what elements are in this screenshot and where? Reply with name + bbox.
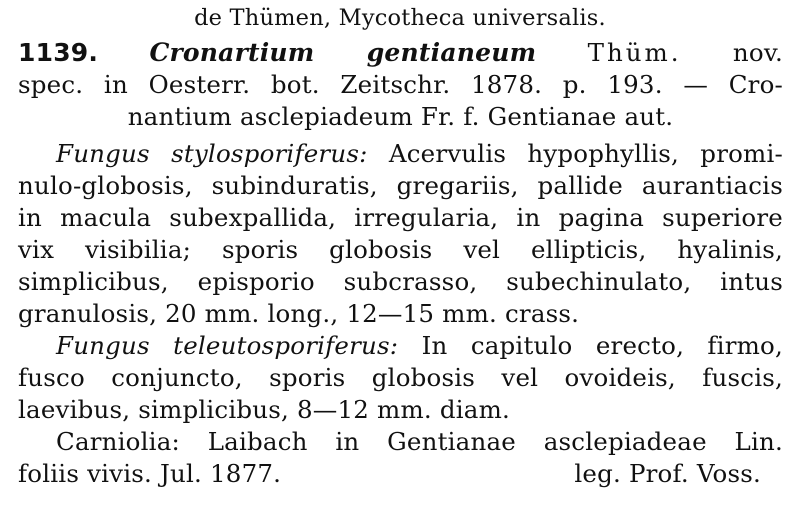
- teleutosporiferus-first-text: In capitulo erecto, firmo,: [421, 331, 783, 360]
- entry-title-rest: nov.: [732, 38, 783, 67]
- teleutosporiferus-first-line: [56, 331, 783, 361]
- teleutosporiferus-line: laevibus, simplicibus, 8—12 mm. diam.: [18, 395, 511, 424]
- locality-collector-line: [18, 459, 783, 489]
- teleutosporiferus-label: Fungus teleutosporiferus:: [56, 331, 399, 360]
- species-author: Thüm.: [587, 38, 682, 67]
- entry-number: 1139.: [18, 38, 99, 67]
- entry-citation-line: spec. in Oesterr. bot. Zeitschr. 1878. p. 193. — Cro-: [18, 70, 783, 99]
- species-name: Cronartium gentianeum: [149, 38, 537, 67]
- page-header: de Thümen, Mycotheca universalis.: [194, 5, 606, 31]
- stylosporiferus-first-text: Acervulis hypophyllis, promi-: [388, 139, 783, 168]
- stylosporiferus-line: vix visibilia; sporis globosis vel ellipticis, hyalinis,: [18, 235, 783, 264]
- locality-date: foliis vivis. Jul. 1877.: [18, 459, 282, 488]
- stylosporiferus-label: Fungus stylosporiferus:: [56, 139, 368, 168]
- stylosporiferus-line: granulosis, 20 mm. long., 12—15 mm. crass.: [18, 299, 580, 328]
- entry-synonym-line: nantium asclepiadeum Fr. f. Gentianae aut.: [127, 102, 674, 131]
- teleutosporiferus-line: fusco conjuncto, sporis globosis vel ovoideis, fuscis,: [18, 363, 783, 392]
- locality-line: Carniolia: Laibach in Gentianae asclepiadeae Lin.: [56, 427, 783, 456]
- entry-title-line: [18, 38, 783, 68]
- stylosporiferus-line: nulo-globosis, subinduratis, gregariis, pallide aurantiacis: [18, 171, 783, 200]
- stylosporiferus-line: simplicibus, episporio subcrasso, subechinulato, intus: [18, 267, 783, 296]
- stylosporiferus-first-line: [56, 139, 783, 169]
- stylosporiferus-line: in macula subexpallida, irregularia, in pagina superiore: [18, 203, 783, 232]
- collector-name: leg. Prof. Voss.: [574, 459, 761, 488]
